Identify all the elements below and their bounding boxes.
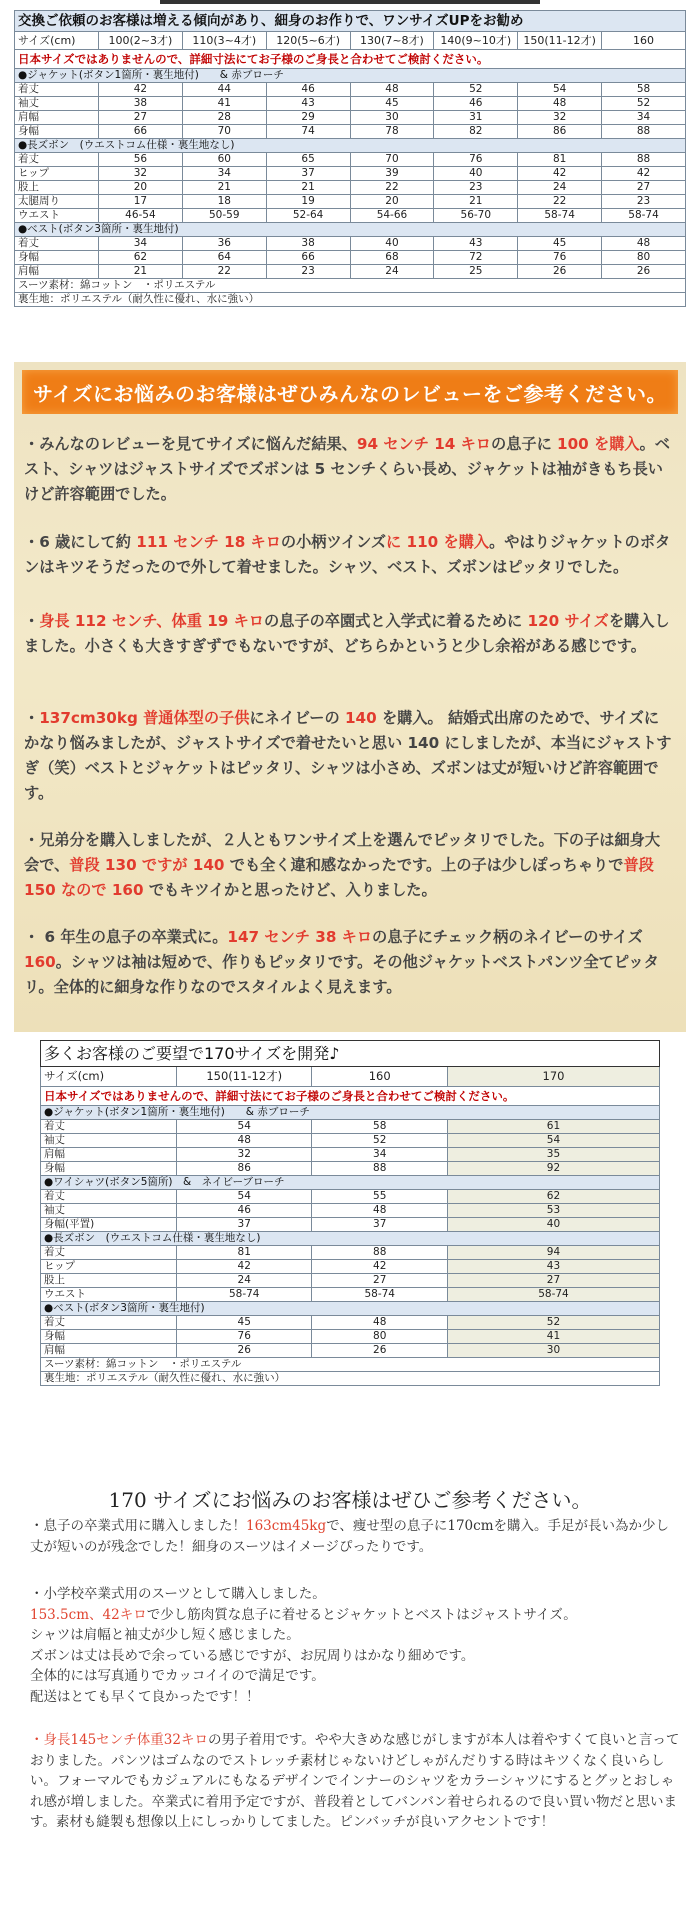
- table2-title: 多くお客様のご要望で170サイズを開発♪: [41, 1041, 660, 1067]
- row-label: 身幅(平置): [41, 1218, 177, 1232]
- cell: 42: [99, 83, 183, 97]
- cell: 17: [99, 195, 183, 209]
- review-banner-text: サイズにお悩みのお客様はぜひみんなのレビューをご参考ください。: [33, 381, 667, 406]
- cell: 21: [99, 265, 183, 279]
- cell: 58-74: [602, 209, 686, 223]
- size-header: 170: [447, 1067, 659, 1087]
- size-label: サイズ(cm): [15, 32, 99, 50]
- review-text: 。ベスト、シャツはジャストサイズでズボンは 5 センチくらい長め、ジャケットは袖がきもち長いけど許容範囲でした。: [24, 435, 670, 503]
- cell: 41: [447, 1330, 659, 1344]
- section-heading-jacket: ●ジャケット(ボタン1箇所・裏生地付) & 赤ブローチ: [15, 69, 686, 83]
- review-text: ズボンは丈は長めで余っている感じですが、お尻周りはかなり細めです。: [30, 1647, 475, 1664]
- cell: 23: [266, 265, 350, 279]
- cell: 42: [177, 1260, 312, 1274]
- size-header: 150(11-12才): [177, 1067, 312, 1087]
- cell: 46-54: [99, 209, 183, 223]
- cell: 52: [447, 1316, 659, 1330]
- cell: 80: [602, 251, 686, 265]
- cell: 78: [350, 125, 434, 139]
- cell: 34: [182, 167, 266, 181]
- cell: 23: [434, 181, 518, 195]
- cell: 45: [518, 237, 602, 251]
- size-header: 130(7~8才): [350, 32, 434, 50]
- cell: 52: [312, 1134, 447, 1148]
- section-heading-pants: ●長ズボン (ウエストコム仕様・裏生地なし): [41, 1232, 660, 1246]
- cell: 74: [266, 125, 350, 139]
- cell: 43: [447, 1260, 659, 1274]
- table-row: [15, 209, 686, 223]
- review-highlight: 普段 150 なので 160: [24, 856, 654, 899]
- cell: 58-74: [312, 1288, 447, 1302]
- cell: 20: [99, 181, 183, 195]
- cell: 24: [350, 265, 434, 279]
- cell: 88: [602, 125, 686, 139]
- cell: 40: [350, 237, 434, 251]
- review-entry: [30, 1516, 680, 1557]
- review-highlight: 153.5cm、42キロ: [30, 1606, 147, 1623]
- table-row: [41, 1274, 660, 1288]
- table1-title: 交換ご依頼のお客様は増える傾向があり、細身のお作りで、ワンサイズUPをお勧め: [15, 11, 686, 32]
- cell: 53: [447, 1204, 659, 1218]
- cell: 26: [177, 1344, 312, 1358]
- cell: 58-74: [518, 209, 602, 223]
- cell: 52-64: [266, 209, 350, 223]
- review-entry: [30, 1584, 680, 1707]
- table-row: [15, 195, 686, 209]
- cell: 56: [99, 153, 183, 167]
- cell: 26: [518, 265, 602, 279]
- table-row: [41, 1246, 660, 1260]
- cell: 55: [312, 1190, 447, 1204]
- row-label: 身幅: [41, 1330, 177, 1344]
- cell: 54-66: [350, 209, 434, 223]
- review-text: シャツは肩幅と袖丈が少し短く感じました。: [30, 1627, 300, 1643]
- review-text: 全体的には写真通りでカッコイイので満足です。: [30, 1668, 325, 1684]
- table-row: [15, 251, 686, 265]
- cell: 58: [312, 1120, 447, 1134]
- table-row: [41, 1148, 660, 1162]
- cell: 65: [266, 153, 350, 167]
- row-label: 着丈: [41, 1120, 177, 1134]
- review-text: でもキツイかと思ったけど、入りました。: [143, 881, 437, 899]
- cell: 86: [518, 125, 602, 139]
- review-text: にネイビーの: [249, 709, 345, 727]
- review-text: 。シャツは袖は短めで、作りもピッタリです。その他ジャケットベストパンツ全てピッタリ。全体的に細身な作りなのでスタイルよく見えます。: [24, 953, 659, 996]
- material-suit: スーツ素材：綿コットン ・ポリエステル: [41, 1358, 660, 1372]
- cell: 21: [266, 181, 350, 195]
- review-text: を購入しました。小さくも大きすぎずでもないですが、どちらかというと少し余裕がある感じです。: [24, 612, 670, 655]
- review-text: ・: [24, 612, 40, 630]
- cell: 46: [266, 83, 350, 97]
- cell: 72: [434, 251, 518, 265]
- cell: 41: [182, 97, 266, 111]
- table2-size-row: [41, 1067, 660, 1087]
- review-text: でも全く違和感なかったです。上の子は少しぽっちゃりで: [224, 856, 624, 874]
- cell: 54: [177, 1190, 312, 1204]
- top-bar: [160, 0, 540, 4]
- cell: 30: [447, 1344, 659, 1358]
- cell: 68: [350, 251, 434, 265]
- cell: 27: [99, 111, 183, 125]
- row-label: 袖丈: [15, 97, 99, 111]
- row-label: 肩幅: [15, 111, 99, 125]
- size-header: 160: [602, 32, 686, 50]
- cell: 30: [350, 111, 434, 125]
- cell: 42: [602, 167, 686, 181]
- cell: 21: [182, 181, 266, 195]
- size-header: 110(3~4才): [182, 32, 266, 50]
- cell: 88: [312, 1246, 447, 1260]
- cell: 86: [177, 1162, 312, 1176]
- review-highlight: に 110 を購入: [386, 533, 490, 551]
- row-label: 身幅: [41, 1162, 177, 1176]
- review-entry: [24, 609, 674, 659]
- top-strip: [0, 0, 700, 8]
- table1-size-row: [15, 32, 686, 50]
- row-label: 身幅: [15, 125, 99, 139]
- row-label: 袖丈: [41, 1134, 177, 1148]
- cell: 88: [312, 1162, 447, 1176]
- review-text: ・兄弟分を購入しましたが、２人ともワンサイズ上を選んでピッタリでした。下の子は細身大会で、: [24, 831, 661, 874]
- review-text: 。やはりジャケットのボタンはキツそうだったので外して着せました。シャツ、ベスト、ズボンはピッタリでした。: [24, 533, 671, 576]
- review-highlight: 身長 112 センチ、体重 19 キロ: [39, 612, 264, 630]
- cell: 76: [177, 1330, 312, 1344]
- row-label: 着丈: [41, 1316, 177, 1330]
- cell: 82: [434, 125, 518, 139]
- size-header: 100(2~3才): [99, 32, 183, 50]
- cell: 34: [602, 111, 686, 125]
- cell: 32: [518, 111, 602, 125]
- table-row: [15, 181, 686, 195]
- row-label: ヒップ: [15, 167, 99, 181]
- row-label: 身幅: [15, 251, 99, 265]
- size-header: 120(5~6才): [266, 32, 350, 50]
- row-label: 着丈: [15, 83, 99, 97]
- row-label: 袖丈: [41, 1204, 177, 1218]
- cell: 32: [99, 167, 183, 181]
- cell: 52: [602, 97, 686, 111]
- review-text: で少し筋肉質な息子に着せるとジャケットとベストはジャストサイズ。: [146, 1606, 577, 1623]
- cell: 58: [602, 83, 686, 97]
- cell: 22: [518, 195, 602, 209]
- cell: 60: [182, 153, 266, 167]
- row-label: 着丈: [15, 153, 99, 167]
- section-heading-vest: ●ベスト(ボタン3箇所・裏生地付): [15, 223, 686, 237]
- table-row: [15, 125, 686, 139]
- review-text: ・6 歳にして約: [24, 533, 137, 551]
- row-label: 肩幅: [41, 1344, 177, 1358]
- cell: 40: [447, 1218, 659, 1232]
- cell: 24: [177, 1274, 312, 1288]
- cell: 43: [266, 97, 350, 111]
- table1-note: 日本サイズではありませんので、詳細寸法にてお子様のご身長と合わせてご検討ください。: [15, 50, 686, 69]
- row-label: ウエスト: [41, 1288, 177, 1302]
- review-highlight: 160: [24, 953, 56, 971]
- row-label: 股上: [15, 181, 99, 195]
- review-text: の息子に: [491, 435, 558, 453]
- cell: 43: [434, 237, 518, 251]
- cell: 76: [434, 153, 518, 167]
- cell: 92: [447, 1162, 659, 1176]
- cell: 80: [312, 1330, 447, 1344]
- cell: 32: [177, 1148, 312, 1162]
- review2-title: 170 サイズにお悩みのお客様はぜひご参考ください。: [108, 1488, 592, 1512]
- cell: 62: [99, 251, 183, 265]
- cell: 61: [447, 1120, 659, 1134]
- cell: 58-74: [177, 1288, 312, 1302]
- cell: 22: [350, 181, 434, 195]
- cell: 66: [266, 251, 350, 265]
- cell: 70: [350, 153, 434, 167]
- row-label: ウエスト: [15, 209, 99, 223]
- cell: 54: [177, 1120, 312, 1134]
- cell: 18: [182, 195, 266, 209]
- size-header: 160: [312, 1067, 447, 1087]
- size-label: サイズ(cm): [41, 1067, 177, 1087]
- cell: 45: [177, 1316, 312, 1330]
- review-text: の息子にチェック柄のネイビーのサイズ: [372, 928, 643, 946]
- review-entry: [24, 828, 674, 903]
- cell: 76: [518, 251, 602, 265]
- review-highlight: 140: [344, 709, 377, 727]
- review-highlight: 120 サイズ: [527, 612, 609, 630]
- table-row: [41, 1316, 660, 1330]
- review-highlight: 163cm45kg: [246, 1518, 327, 1534]
- size-header: 140(9~10才): [434, 32, 518, 50]
- cell: 37: [266, 167, 350, 181]
- cell: 48: [312, 1316, 447, 1330]
- cell: 25: [434, 265, 518, 279]
- material-lining: 裏生地：ポリエステル（耐久性に優れ、水に強い）: [15, 293, 686, 307]
- table-row: [41, 1218, 660, 1232]
- table-row: [15, 265, 686, 279]
- cell: 27: [312, 1274, 447, 1288]
- review-highlight: 100 を購入: [557, 435, 640, 453]
- table-row: [41, 1134, 660, 1148]
- cell: 52: [434, 83, 518, 97]
- table-row: [41, 1190, 660, 1204]
- cell: 48: [177, 1134, 312, 1148]
- cell: 27: [447, 1274, 659, 1288]
- cell: 56-70: [434, 209, 518, 223]
- cell: 54: [518, 83, 602, 97]
- cell: 34: [99, 237, 183, 251]
- cell: 26: [312, 1344, 447, 1358]
- row-label: 肩幅: [15, 265, 99, 279]
- material-lining: 裏生地：ポリエステル（耐久性に優れ、水に強い）: [41, 1372, 660, 1386]
- review-highlight: 137cm30kg 普通体型の子供: [39, 709, 250, 727]
- review-text: を購入。 結婚式出席のためで、サイズにかなり悩みましたが、ジャストサイズで着せたいと思い 140 にしましたが、本当にジャストすぎ（笑）ベストとジャケットはピッタリ、シャツは小さめ、ズボンは丈が短いけど許容範囲です。: [24, 709, 672, 802]
- table-row: [15, 83, 686, 97]
- cell: 27: [602, 181, 686, 195]
- review-entry: [24, 530, 674, 580]
- section-heading-jacket: ●ジャケット(ボタン1箇所・裏生地付) & 赤ブローチ: [41, 1106, 660, 1120]
- cell: 39: [350, 167, 434, 181]
- cell: 42: [518, 167, 602, 181]
- cell: 48: [518, 97, 602, 111]
- cell: 48: [350, 83, 434, 97]
- table-row: [15, 237, 686, 251]
- section-heading-shirt: ●ワイシャツ(ボタン5箇所) & ネイビーブローチ: [41, 1176, 660, 1190]
- cell: 48: [602, 237, 686, 251]
- table-row: [41, 1204, 660, 1218]
- cell: 36: [182, 237, 266, 251]
- review-highlight: 普段 130 ですが 140: [69, 856, 225, 874]
- cell: 81: [518, 153, 602, 167]
- table-row: [15, 167, 686, 181]
- cell: 54: [447, 1134, 659, 1148]
- cell: 21: [434, 195, 518, 209]
- review-highlight: 147 センチ 38 キロ: [227, 928, 373, 946]
- cell: 23: [602, 195, 686, 209]
- review-text: ・小学校卒業式用のスーツとして購入しました。: [30, 1586, 326, 1602]
- review-entry: [30, 1730, 680, 1833]
- table2-note: 日本サイズではありませんので、詳細寸法にてお子様のご身長と合わせてご検討ください。: [41, 1087, 660, 1106]
- cell: 45: [350, 97, 434, 111]
- row-label: 太腿周り: [15, 195, 99, 209]
- size-table-170: [40, 1040, 660, 1386]
- review-text: の小柄ツインズ: [280, 533, 387, 551]
- cell: 46: [177, 1204, 312, 1218]
- material-suit: スーツ素材：綿コットン ・ポリエステル: [15, 279, 686, 293]
- table-row: [41, 1162, 660, 1176]
- cell: 62: [447, 1190, 659, 1204]
- cell: 29: [266, 111, 350, 125]
- cell: 44: [182, 83, 266, 97]
- table-row: [41, 1330, 660, 1344]
- row-label: 着丈: [15, 237, 99, 251]
- review-entry: [24, 432, 674, 507]
- section-heading-vest: ●ベスト(ボタン3箇所・裏生地付): [41, 1302, 660, 1316]
- cell: 58-74: [447, 1288, 659, 1302]
- section-heading-pants: ●長ズボン (ウエストコム仕様・裏生地なし): [15, 139, 686, 153]
- cell: 31: [434, 111, 518, 125]
- cell: 48: [312, 1204, 447, 1218]
- table-row: [41, 1120, 660, 1134]
- cell: 70: [182, 125, 266, 139]
- review-text: の男子着用です。やや大きめな感じがしますが本人は着やすくて良いと言っておりました。パンツはゴムなのでストレッチ素材じゃないけどしゃがんだりする時はキツくなく良いらしい。フォーマルでもカジュアルにもなるデザインでインナーのシャツをカラーシャツにするとグッとおしゃれ感が増しました。卒業式に着用予定ですが、普段着としてバンバン着せられるので良い買い物だと思います。素材も縫製も想像以上にしっかりしてました。ピンバッチが良いアクセントです！: [30, 1732, 680, 1830]
- row-label: 股上: [41, 1274, 177, 1288]
- cell: 94: [447, 1246, 659, 1260]
- cell: 20: [350, 195, 434, 209]
- cell: 40: [434, 167, 518, 181]
- cell: 42: [312, 1260, 447, 1274]
- row-label: 着丈: [41, 1190, 177, 1204]
- table-row: [41, 1260, 660, 1274]
- cell: 34: [312, 1148, 447, 1162]
- cell: 37: [177, 1218, 312, 1232]
- cell: 50-59: [182, 209, 266, 223]
- review-highlight: 111 センチ 18 キロ: [136, 533, 281, 551]
- table-row: [15, 153, 686, 167]
- review-highlight: ・身長145センチ体重32キロ: [30, 1732, 208, 1748]
- cell: 22: [182, 265, 266, 279]
- review-text: 配送はとても早くて良かったです！！: [30, 1688, 260, 1705]
- cell: 38: [99, 97, 183, 111]
- cell: 64: [182, 251, 266, 265]
- cell: 26: [602, 265, 686, 279]
- cell: 37: [312, 1218, 447, 1232]
- review-text: の息子の卒園式と入学式に着るために: [264, 612, 528, 630]
- cell: 66: [99, 125, 183, 139]
- cell: 35: [447, 1148, 659, 1162]
- table-row: [41, 1344, 660, 1358]
- cell: 19: [266, 195, 350, 209]
- review-text: で、痩せ型の息子に170cmを購入。手足が長い為か少し丈が短いのが残念でした！細身のスーツはイメージぴったりです。: [30, 1518, 669, 1555]
- review-highlight: 94 センチ 14 キロ: [356, 435, 491, 453]
- cell: 46: [434, 97, 518, 111]
- review-text: ・息子の卒業式用に購入しました！: [30, 1518, 246, 1534]
- table-row: [15, 97, 686, 111]
- review-entry: [24, 925, 674, 1000]
- review-text: ・: [24, 709, 40, 727]
- cell: 81: [177, 1246, 312, 1260]
- row-label: 肩幅: [41, 1148, 177, 1162]
- review-text: ・ 6 年生の息子の卒業式に。: [24, 928, 228, 946]
- table-row: [15, 111, 686, 125]
- review-panel-1: [14, 362, 686, 1032]
- cell: 24: [518, 181, 602, 195]
- cell: 38: [266, 237, 350, 251]
- size-table-1: [14, 10, 686, 307]
- cell: 88: [602, 153, 686, 167]
- row-label: ヒップ: [41, 1260, 177, 1274]
- table-row: [41, 1288, 660, 1302]
- review-banner: [22, 370, 678, 414]
- review-text: ・みんなのレビューを見てサイズに悩んだ結果、: [24, 435, 357, 453]
- cell: 28: [182, 111, 266, 125]
- review-entry: [24, 706, 674, 806]
- size-header: 150(11-12才): [518, 32, 602, 50]
- row-label: 着丈: [41, 1246, 177, 1260]
